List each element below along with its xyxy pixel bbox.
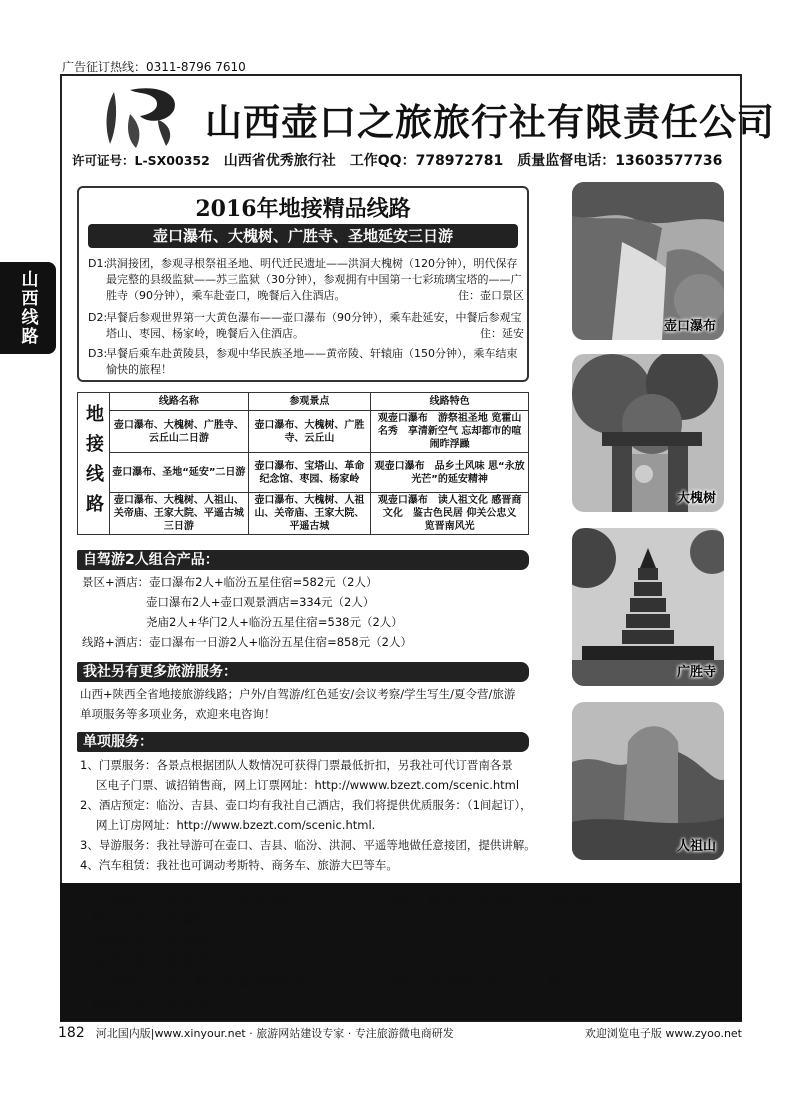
single-line: 2、酒店预定：临汾、吉县、壶口均有我社自己酒店，我们将提供优质服务：（1间起订）， bbox=[80, 798, 532, 812]
selfdrive-title: 自驾游2人组合产品： bbox=[77, 550, 529, 570]
contact-row bbox=[92, 993, 335, 1013]
selfdrive-line: 尧庙2人+华门2人+临汾五星住宿=538元（2人） bbox=[146, 615, 403, 629]
contact-qq: QQ：642058013 bbox=[570, 996, 702, 1012]
day-text: 洪洞接团，参观寻根祭祖圣地、明代迁民遗址——洪洞大槐树（120分钟），明代保存最完整的县级监狱——苏三监狱（30分钟），参观拥有中国第一七彩琉璃宝塔的——广胜寺（90分钟），乘车赴壶口，晚餐后入住酒店。 bbox=[106, 257, 522, 302]
route-feature: 观壶口瀑布 品乡土风味 思“永放光芒”的延安精神 bbox=[371, 453, 529, 493]
supervision-phone: 质量监督电话：13603577736 bbox=[517, 153, 723, 169]
day-2 bbox=[88, 310, 524, 342]
contact-address: 地址：吉县壶口景区001号 bbox=[385, 975, 561, 991]
ad-hotline: 广告征订热线：0311-8796 7610 bbox=[62, 60, 246, 74]
company-logo bbox=[100, 84, 182, 150]
contact-phone: 0357-7927111 bbox=[385, 993, 504, 1009]
footer-left: 河北国内版|www.xinyour.net · 旅游网站建设专家 · 专注旅游微电商研发 bbox=[95, 1027, 454, 1040]
contact-phone: 0357-2056009 bbox=[385, 909, 504, 925]
route-feature: 观壶口瀑布 游祭祖圣地 览霍山名秀 享清新空气 忘却都市的喧闹昨浮躁 bbox=[371, 411, 529, 453]
contact-row bbox=[92, 930, 335, 950]
photo-hukou-waterfall bbox=[572, 182, 724, 340]
route-feature: 观壶口瀑布 读人祖文化 感晋商文化 鉴古色民居 仰关公忠义 览晋南风光 bbox=[371, 493, 529, 535]
single-title: 单项服务： bbox=[77, 732, 529, 752]
day-tag: D2: bbox=[88, 311, 108, 324]
footer-right: 欢迎浏览电子版 www.zyoo.net bbox=[584, 1027, 742, 1040]
table-header: 线路特色 bbox=[371, 393, 529, 411]
day-text: 早餐后乘车赴黄陵县，参观中华民族圣地——黄帝陵、轩辕庙（150分钟），乘车结束愉快的旅程！ bbox=[106, 347, 518, 376]
honor-label: 山西省优秀旅行社 bbox=[223, 153, 336, 169]
route-subtitle: 壶口瀑布、大槐树、广胜寺、圣地延安三日游 bbox=[88, 224, 518, 248]
selfdrive-line: 线路+酒店：壶口瀑布一日游2人+临汾五星住宿=858元（2人） bbox=[82, 635, 412, 649]
single-line: 1、门票服务：各景点根据团队人数情况可获得门票最低折扣，另我社可代订晋南各景 bbox=[80, 758, 513, 772]
table-header: 参观景点 bbox=[248, 393, 371, 411]
contact-row bbox=[92, 951, 335, 971]
single-line: 网上订房网址：http://www.bzezt.com/scenic.html. bbox=[96, 818, 376, 832]
day-1 bbox=[88, 256, 524, 304]
photo-caption: 广胜寺 bbox=[676, 665, 716, 680]
side-tab: 山西线路 bbox=[0, 262, 56, 354]
contact-row bbox=[92, 888, 310, 908]
selfdrive-line: 景区+酒店：壶口瀑布2人+临汾五星住宿=582元（2人） bbox=[82, 575, 378, 589]
photo-caption: 人祖山 bbox=[676, 839, 716, 854]
route-title: 2016年地接精品线路 bbox=[195, 196, 411, 222]
table-row bbox=[78, 411, 529, 453]
contact-row bbox=[92, 909, 335, 929]
license-row bbox=[72, 150, 732, 170]
route-table bbox=[77, 392, 529, 535]
day-tag: D1: bbox=[88, 257, 108, 270]
day-3 bbox=[88, 346, 524, 378]
single-line: 区电子门票、诚招销售商，网上订票网址：http://wwww.bzezt.com/scenic.html bbox=[96, 778, 520, 792]
more-title: 我社另有更多旅游服务： bbox=[77, 662, 529, 682]
contact-qq: QQ：2853665210 bbox=[570, 912, 712, 928]
contact-name: 票务计调：杜吉祥 15203578221 bbox=[92, 996, 336, 1012]
day-tag: D3: bbox=[88, 347, 108, 360]
day-stay: 住：延安 bbox=[480, 327, 524, 340]
footer bbox=[58, 1025, 742, 1041]
page-number: 182 bbox=[58, 1025, 85, 1041]
contact-name: 山西壶口之旅（壶口自驾游服务中心） bbox=[92, 975, 339, 991]
route-sights: 壶口瀑布、大槐树、广胜寺、云丘山 bbox=[248, 411, 371, 453]
contact-name: 副总经理：冯德英 13593500377 bbox=[92, 912, 336, 928]
work-qq: 工作QQ：778972781 bbox=[349, 153, 504, 169]
contact-phone: 0357-2053088 bbox=[385, 951, 504, 967]
photo-big-locust-tree bbox=[572, 354, 724, 512]
contact-qq: QQ：2597950574 bbox=[570, 933, 712, 949]
day-stay: 住：壶口景区 bbox=[458, 289, 524, 302]
route-sights: 壶口瀑布、大槐树、人祖山、关帝庙、王家大院、平遥古城 bbox=[248, 493, 371, 535]
photo-caption: 大槐树 bbox=[676, 491, 716, 506]
photo-guangsheng-temple bbox=[572, 528, 724, 686]
single-line: 3、导游服务：我社导游可在壶口、吉县、临汾、洪洞、平遥等地做任意接团，提供讲解。 bbox=[80, 838, 536, 852]
license-number: 许可证号：L-SX00352 bbox=[72, 153, 210, 168]
contact-phone: 0357-3169662 bbox=[385, 930, 504, 946]
table-side-label: 地接线路 bbox=[78, 393, 110, 535]
selfdrive-line: 壶口瀑布2人+壶口观景酒店=334元（2人） bbox=[146, 595, 375, 609]
contact-name: 地接计调：杨晓霞 15203577868 bbox=[92, 933, 336, 949]
table-row bbox=[78, 453, 529, 493]
more-line: 单项服务等多项业务，欢迎来电咨询！ bbox=[80, 707, 276, 721]
photo-renzu-mountain bbox=[572, 702, 724, 860]
contact-name: 山西壶口之旅旅行社（临汾总部） bbox=[92, 891, 310, 907]
table-row bbox=[78, 493, 529, 535]
route-name: 壶口瀑布、大槐树、广胜寺、云丘山二日游 bbox=[110, 411, 249, 453]
company-name: 山西壶口之旅旅行社有限责任公司 bbox=[205, 101, 775, 144]
table-header: 线路名称 bbox=[110, 393, 249, 411]
route-sights: 壶口瀑布、宝塔山、革命纪念馆、枣园、杨家岭 bbox=[248, 453, 371, 493]
contact-qq: QQ：2853665212 bbox=[570, 954, 712, 970]
more-line: 山西+陕西全省地接旅游线路；户外/自驾游/红色延安/会议考察/学生写生/夏令营/旅游 bbox=[80, 687, 516, 701]
contact-row bbox=[92, 972, 339, 992]
photo-caption: 壶口瀑布 bbox=[663, 319, 716, 334]
contact-name: 电商计调：吴丽琴 15203577857 bbox=[92, 954, 336, 970]
route-name: 壶口瀑布、大槐树、人祖山、关帝庙、王家大院、平遥古城三日游 bbox=[110, 493, 249, 535]
route-name: 壶口瀑布、圣地“延安”二日游 bbox=[110, 453, 249, 493]
single-line: 4、汽车租赁：我社也可调动考斯特、商务车、旅游大巴等车。 bbox=[80, 858, 398, 872]
contact-address: 地址：临汾市福利巷28号楼门面 bbox=[385, 891, 594, 907]
day-text: 早餐后参观世界第一大黄色瀑布——壶口瀑布（90分钟），乘车赴延安，中餐后参观宝塔山、枣园、杨家岭，晚餐后入住酒店。 bbox=[106, 311, 522, 340]
